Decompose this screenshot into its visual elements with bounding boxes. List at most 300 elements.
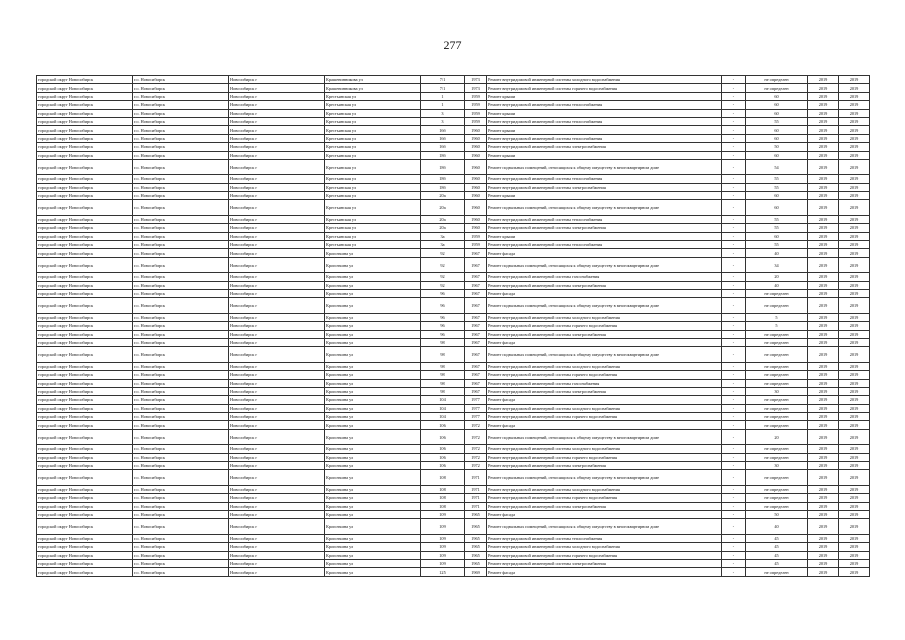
build-year-cell: 1965 bbox=[465, 543, 487, 551]
work-type-cell: Ремонт подвальных помещений, относящихся к общему имуществу в многоквартирном доме bbox=[487, 159, 722, 174]
street-cell: Крестьянская ул bbox=[325, 92, 421, 100]
district-cell: городской округ Новосибирск bbox=[37, 462, 133, 470]
start-year-cell: 2019 bbox=[808, 559, 839, 567]
street-cell: Кропоткина ул bbox=[325, 396, 421, 404]
street-cell: Крестьянская ул bbox=[325, 151, 421, 159]
municipality-cell: г.о. Новосибирск bbox=[133, 151, 229, 159]
district-cell: городской округ Новосибирск bbox=[37, 101, 133, 109]
municipality-cell: г.о. Новосибирск bbox=[133, 109, 229, 117]
wear-percent-cell: не определен bbox=[746, 485, 808, 493]
start-year-cell: 2019 bbox=[808, 273, 839, 281]
start-year-cell: 2019 bbox=[808, 379, 839, 387]
build-year-cell: 1967 bbox=[465, 249, 487, 257]
flag-cell: - bbox=[722, 200, 746, 215]
municipality-cell: г.о. Новосибирск bbox=[133, 322, 229, 330]
street-cell: Кропоткина ул bbox=[325, 559, 421, 567]
build-year-cell: 1960 bbox=[465, 175, 487, 183]
district-cell: городской округ Новосибирск bbox=[37, 84, 133, 92]
work-type-cell: Ремонт внутридомовой инженерной системы холодного водоснабжения bbox=[487, 76, 722, 84]
end-year-cell: 2019 bbox=[839, 494, 870, 502]
municipality-cell: г.о. Новосибирск bbox=[133, 289, 229, 297]
house-number-cell: 18б bbox=[421, 159, 465, 174]
build-year-cell: 1967 bbox=[465, 273, 487, 281]
municipality-cell: г.о. Новосибирск bbox=[133, 502, 229, 510]
house-number-cell: 16б bbox=[421, 143, 465, 151]
street-cell: Крестьянская ул bbox=[325, 134, 421, 142]
table-row bbox=[37, 200, 870, 215]
start-year-cell: 2019 bbox=[808, 298, 839, 313]
wear-percent-cell: не определен bbox=[746, 379, 808, 387]
municipality-cell: г.о. Новосибирск bbox=[133, 485, 229, 493]
district-cell: городской округ Новосибирск bbox=[37, 151, 133, 159]
work-type-cell: Ремонт внутридомовой инженерной системы теплоснабжения bbox=[487, 215, 722, 223]
wear-percent-cell: не определен bbox=[746, 404, 808, 412]
work-type-cell: Ремонт подвальных помещений, относящихся к общему имуществу в многоквартирном доме bbox=[487, 519, 722, 534]
district-cell: городской округ Новосибирск bbox=[37, 192, 133, 200]
house-number-cell: 7/1 bbox=[421, 84, 465, 92]
page-number: 277 bbox=[443, 38, 462, 52]
wear-percent-cell: не определен bbox=[746, 371, 808, 379]
build-year-cell: 1972 bbox=[465, 429, 487, 444]
municipality-cell: г.о. Новосибирск bbox=[133, 224, 229, 232]
flag-cell: - bbox=[722, 519, 746, 534]
wear-percent-cell: не определен bbox=[746, 76, 808, 84]
flag-cell: - bbox=[722, 192, 746, 200]
build-year-cell: 1960 bbox=[465, 224, 487, 232]
wear-percent-cell: не определен bbox=[746, 396, 808, 404]
wear-percent-cell: не определен bbox=[746, 453, 808, 461]
build-year-cell: 1971 bbox=[465, 470, 487, 485]
street-cell: Кропоткина ул bbox=[325, 404, 421, 412]
flag-cell: - bbox=[722, 551, 746, 559]
table-row bbox=[37, 453, 870, 461]
end-year-cell: 2019 bbox=[839, 241, 870, 249]
table-row bbox=[37, 322, 870, 330]
work-type-cell: Ремонт фасада bbox=[487, 396, 722, 404]
table-row bbox=[37, 379, 870, 387]
work-type-cell: Ремонт фасада bbox=[487, 249, 722, 257]
end-year-cell: 2019 bbox=[839, 502, 870, 510]
wear-percent-cell: не определен bbox=[746, 421, 808, 429]
flag-cell: - bbox=[722, 470, 746, 485]
start-year-cell: 2019 bbox=[808, 568, 839, 576]
house-number-cell: 106 bbox=[421, 445, 465, 453]
work-type-cell: Ремонт внутридомовой инженерной системы горячего водоснабжения bbox=[487, 494, 722, 502]
start-year-cell: 2019 bbox=[808, 371, 839, 379]
district-cell: городской округ Новосибирск bbox=[37, 485, 133, 493]
start-year-cell: 2019 bbox=[808, 313, 839, 321]
build-year-cell: 1967 bbox=[465, 387, 487, 395]
end-year-cell: 2019 bbox=[839, 445, 870, 453]
settlement-cell: Новосибирск г bbox=[229, 413, 325, 421]
street-cell: Кропоткина ул bbox=[325, 387, 421, 395]
flag-cell: - bbox=[722, 298, 746, 313]
street-cell: Кропоткина ул bbox=[325, 470, 421, 485]
table-row bbox=[37, 510, 870, 518]
end-year-cell: 2019 bbox=[839, 347, 870, 362]
settlement-cell: Новосибирск г bbox=[229, 117, 325, 125]
end-year-cell: 2019 bbox=[839, 470, 870, 485]
flag-cell: - bbox=[722, 429, 746, 444]
settlement-cell: Новосибирск г bbox=[229, 502, 325, 510]
settlement-cell: Новосибирск г bbox=[229, 241, 325, 249]
street-cell: Кропоткина ул bbox=[325, 379, 421, 387]
street-cell: Кропоткина ул bbox=[325, 568, 421, 576]
table-row bbox=[37, 175, 870, 183]
table-row bbox=[37, 84, 870, 92]
flag-cell: - bbox=[722, 396, 746, 404]
start-year-cell: 2019 bbox=[808, 134, 839, 142]
flag-cell: - bbox=[722, 387, 746, 395]
build-year-cell: 1959 bbox=[465, 101, 487, 109]
end-year-cell: 2019 bbox=[839, 298, 870, 313]
start-year-cell: 2019 bbox=[808, 241, 839, 249]
end-year-cell: 2019 bbox=[839, 534, 870, 542]
wear-percent-cell: 55 bbox=[746, 117, 808, 125]
house-number-cell: 3 bbox=[421, 117, 465, 125]
street-cell: Кропоткина ул bbox=[325, 534, 421, 542]
municipality-cell: г.о. Новосибирск bbox=[133, 362, 229, 370]
flag-cell: - bbox=[722, 215, 746, 223]
municipality-cell: г.о. Новосибирск bbox=[133, 330, 229, 338]
district-cell: городской округ Новосибирск bbox=[37, 453, 133, 461]
municipality-cell: г.о. Новосибирск bbox=[133, 84, 229, 92]
house-number-cell: 108 bbox=[421, 470, 465, 485]
flag-cell: - bbox=[722, 101, 746, 109]
district-cell: городской округ Новосибирск bbox=[37, 387, 133, 395]
street-cell: Кропоткина ул bbox=[325, 322, 421, 330]
district-cell: городской округ Новосибирск bbox=[37, 273, 133, 281]
work-type-cell: Ремонт фасада bbox=[487, 510, 722, 518]
wear-percent-cell: 50 bbox=[746, 143, 808, 151]
build-year-cell: 1959 bbox=[465, 92, 487, 100]
municipality-cell: г.о. Новосибирск bbox=[133, 76, 229, 84]
work-type-cell: Ремонт внутридомовой инженерной системы горячего водоснабжения bbox=[487, 371, 722, 379]
flag-cell: - bbox=[722, 92, 746, 100]
wear-percent-cell: 60 bbox=[746, 192, 808, 200]
work-type-cell: Ремонт внутридомовой инженерной системы электроснабжения bbox=[487, 462, 722, 470]
street-cell: Кропоткина ул bbox=[325, 338, 421, 346]
house-number-cell: 1 bbox=[421, 92, 465, 100]
build-year-cell: 1965 bbox=[465, 519, 487, 534]
wear-percent-cell: 60 bbox=[746, 126, 808, 134]
wear-percent-cell: 55 bbox=[746, 175, 808, 183]
table-row bbox=[37, 387, 870, 395]
work-type-cell: Ремонт подвальных помещений, относящихся к общему имуществу в многоквартирном доме bbox=[487, 347, 722, 362]
settlement-cell: Новосибирск г bbox=[229, 462, 325, 470]
start-year-cell: 2019 bbox=[808, 192, 839, 200]
flag-cell: - bbox=[722, 559, 746, 567]
house-number-cell: 104 bbox=[421, 396, 465, 404]
settlement-cell: Новосибирск г bbox=[229, 175, 325, 183]
table-row bbox=[37, 151, 870, 159]
district-cell: городской округ Новосибирск bbox=[37, 224, 133, 232]
street-cell: Крестьянская ул bbox=[325, 224, 421, 232]
wear-percent-cell: 50 bbox=[746, 510, 808, 518]
work-type-cell: Ремонт внутридомовой инженерной системы электроснабжения bbox=[487, 183, 722, 191]
start-year-cell: 2019 bbox=[808, 543, 839, 551]
build-year-cell: 1965 bbox=[465, 534, 487, 542]
end-year-cell: 2019 bbox=[839, 462, 870, 470]
work-type-cell: Ремонт внутридомовой инженерной системы электроснабжения bbox=[487, 330, 722, 338]
table-row bbox=[37, 371, 870, 379]
wear-percent-cell: 30 bbox=[746, 462, 808, 470]
end-year-cell: 2019 bbox=[839, 143, 870, 151]
settlement-cell: Новосибирск г bbox=[229, 273, 325, 281]
end-year-cell: 2019 bbox=[839, 273, 870, 281]
build-year-cell: 1972 bbox=[465, 453, 487, 461]
house-number-cell: 106 bbox=[421, 462, 465, 470]
end-year-cell: 2019 bbox=[839, 76, 870, 84]
table-row bbox=[37, 192, 870, 200]
flag-cell: - bbox=[722, 453, 746, 461]
street-cell: Кропоткина ул bbox=[325, 347, 421, 362]
table-row bbox=[37, 101, 870, 109]
district-cell: городской округ Новосибирск bbox=[37, 347, 133, 362]
street-cell: Крестьянская ул bbox=[325, 200, 421, 215]
wear-percent-cell: 54 bbox=[746, 159, 808, 174]
wear-percent-cell: 5 bbox=[746, 313, 808, 321]
district-cell: городской округ Новосибирск bbox=[37, 429, 133, 444]
table-row bbox=[37, 519, 870, 534]
wear-percent-cell: не определен bbox=[746, 494, 808, 502]
end-year-cell: 2019 bbox=[839, 551, 870, 559]
build-year-cell: 1973 bbox=[465, 84, 487, 92]
work-type-cell: Ремонт внутридомовой инженерной системы электроснабжения bbox=[487, 559, 722, 567]
street-cell: Крестьянская ул bbox=[325, 192, 421, 200]
municipality-cell: г.о. Новосибирск bbox=[133, 462, 229, 470]
flag-cell: - bbox=[722, 249, 746, 257]
work-type-cell: Ремонт внутридомовой инженерной системы холодного водоснабжения bbox=[487, 543, 722, 551]
district-cell: городской округ Новосибирск bbox=[37, 109, 133, 117]
table-row bbox=[37, 273, 870, 281]
start-year-cell: 2019 bbox=[808, 347, 839, 362]
table-row bbox=[37, 568, 870, 576]
municipality-cell: г.о. Новосибирск bbox=[133, 281, 229, 289]
end-year-cell: 2019 bbox=[839, 387, 870, 395]
wear-percent-cell: 45 bbox=[746, 551, 808, 559]
table-row bbox=[37, 257, 870, 272]
house-number-cell: 18б bbox=[421, 175, 465, 183]
district-cell: городской округ Новосибирск bbox=[37, 568, 133, 576]
start-year-cell: 2019 bbox=[808, 151, 839, 159]
street-cell: Кропоткина ул bbox=[325, 257, 421, 272]
district-cell: городской округ Новосибирск bbox=[37, 371, 133, 379]
table-row bbox=[37, 92, 870, 100]
work-type-cell: Ремонт внутридомовой инженерной системы горячего водоснабжения bbox=[487, 551, 722, 559]
settlement-cell: Новосибирск г bbox=[229, 551, 325, 559]
build-year-cell: 1972 bbox=[465, 462, 487, 470]
street-cell: Кропоткина ул bbox=[325, 551, 421, 559]
end-year-cell: 2019 bbox=[839, 192, 870, 200]
wear-percent-cell: 40 bbox=[746, 519, 808, 534]
district-cell: городской округ Новосибирск bbox=[37, 117, 133, 125]
settlement-cell: Новосибирск г bbox=[229, 249, 325, 257]
repair-registry-table bbox=[36, 75, 870, 577]
settlement-cell: Новосибирск г bbox=[229, 92, 325, 100]
house-number-cell: 98 bbox=[421, 362, 465, 370]
wear-percent-cell: 40 bbox=[746, 249, 808, 257]
wear-percent-cell: не определен bbox=[746, 84, 808, 92]
house-number-cell: 96 bbox=[421, 289, 465, 297]
municipality-cell: г.о. Новосибирск bbox=[133, 445, 229, 453]
work-type-cell: Ремонт внутридомовой инженерной системы газоснабжения bbox=[487, 273, 722, 281]
municipality-cell: г.о. Новосибирск bbox=[133, 159, 229, 174]
end-year-cell: 2019 bbox=[839, 568, 870, 576]
build-year-cell: 1965 bbox=[465, 510, 487, 518]
table-row bbox=[37, 485, 870, 493]
build-year-cell: 1965 bbox=[465, 559, 487, 567]
end-year-cell: 2019 bbox=[839, 175, 870, 183]
street-cell: Кропоткина ул bbox=[325, 445, 421, 453]
municipality-cell: г.о. Новосибирск bbox=[133, 143, 229, 151]
settlement-cell: Новосибирск г bbox=[229, 313, 325, 321]
municipality-cell: г.о. Новосибирск bbox=[133, 551, 229, 559]
district-cell: городской округ Новосибирск bbox=[37, 494, 133, 502]
end-year-cell: 2019 bbox=[839, 313, 870, 321]
street-cell: Крестьянская ул bbox=[325, 101, 421, 109]
build-year-cell: 1967 bbox=[465, 371, 487, 379]
house-number-cell: 98 bbox=[421, 338, 465, 346]
flag-cell: - bbox=[722, 151, 746, 159]
settlement-cell: Новосибирск г bbox=[229, 281, 325, 289]
settlement-cell: Новосибирск г bbox=[229, 109, 325, 117]
house-number-cell: 92 bbox=[421, 249, 465, 257]
house-number-cell: 3а bbox=[421, 232, 465, 240]
end-year-cell: 2019 bbox=[839, 485, 870, 493]
street-cell: Кропоткина ул bbox=[325, 429, 421, 444]
flag-cell: - bbox=[722, 534, 746, 542]
end-year-cell: 2019 bbox=[839, 224, 870, 232]
build-year-cell: 1973 bbox=[465, 76, 487, 84]
house-number-cell: 20а bbox=[421, 224, 465, 232]
build-year-cell: 1977 bbox=[465, 396, 487, 404]
house-number-cell: 104 bbox=[421, 404, 465, 412]
district-cell: городской округ Новосибирск bbox=[37, 445, 133, 453]
settlement-cell: Новосибирск г bbox=[229, 76, 325, 84]
flag-cell: - bbox=[722, 224, 746, 232]
end-year-cell: 2019 bbox=[839, 429, 870, 444]
district-cell: городской округ Новосибирск bbox=[37, 322, 133, 330]
house-number-cell: 96 bbox=[421, 313, 465, 321]
house-number-cell: 98 bbox=[421, 347, 465, 362]
wear-percent-cell: 60 bbox=[746, 109, 808, 117]
work-type-cell: Ремонт подвальных помещений, относящихся к общему имуществу в многоквартирном доме bbox=[487, 257, 722, 272]
start-year-cell: 2019 bbox=[808, 159, 839, 174]
street-cell: Кропоткина ул bbox=[325, 494, 421, 502]
street-cell: Крестьянская ул bbox=[325, 143, 421, 151]
build-year-cell: 1967 bbox=[465, 330, 487, 338]
table-row bbox=[37, 551, 870, 559]
street-cell: Крестьянская ул bbox=[325, 109, 421, 117]
municipality-cell: г.о. Новосибирск bbox=[133, 101, 229, 109]
work-type-cell: Ремонт фасада bbox=[487, 421, 722, 429]
street-cell: Кропоткина ул bbox=[325, 298, 421, 313]
flag-cell: - bbox=[722, 117, 746, 125]
wear-percent-cell: не определен bbox=[746, 568, 808, 576]
house-number-cell: 109 bbox=[421, 543, 465, 551]
build-year-cell: 1960 bbox=[465, 134, 487, 142]
flag-cell: - bbox=[722, 232, 746, 240]
table-row bbox=[37, 413, 870, 421]
settlement-cell: Новосибирск г bbox=[229, 330, 325, 338]
start-year-cell: 2019 bbox=[808, 322, 839, 330]
table-row bbox=[37, 249, 870, 257]
flag-cell: - bbox=[722, 485, 746, 493]
municipality-cell: г.о. Новосибирск bbox=[133, 241, 229, 249]
table-row bbox=[37, 109, 870, 117]
wear-percent-cell: 60 bbox=[746, 134, 808, 142]
build-year-cell: 1965 bbox=[465, 551, 487, 559]
house-number-cell: 109 bbox=[421, 551, 465, 559]
flag-cell: - bbox=[722, 273, 746, 281]
wear-percent-cell: не определен bbox=[746, 289, 808, 297]
table-row bbox=[37, 559, 870, 567]
street-cell: Кропоткина ул bbox=[325, 453, 421, 461]
settlement-cell: Новосибирск г bbox=[229, 387, 325, 395]
work-type-cell: Ремонт внутридомовой инженерной системы электроснабжения bbox=[487, 224, 722, 232]
table-row bbox=[37, 362, 870, 370]
work-type-cell: Ремонт внутридомовой инженерной системы теплоснабжения bbox=[487, 534, 722, 542]
house-number-cell: 3а bbox=[421, 241, 465, 249]
build-year-cell: 1967 bbox=[465, 338, 487, 346]
start-year-cell: 2019 bbox=[808, 330, 839, 338]
municipality-cell: г.о. Новосибирск bbox=[133, 232, 229, 240]
table-row bbox=[37, 534, 870, 542]
district-cell: городской округ Новосибирск bbox=[37, 379, 133, 387]
flag-cell: - bbox=[722, 462, 746, 470]
end-year-cell: 2019 bbox=[839, 101, 870, 109]
district-cell: городской округ Новосибирск bbox=[37, 134, 133, 142]
municipality-cell: г.о. Новосибирск bbox=[133, 347, 229, 362]
street-cell: Крестьянская ул bbox=[325, 232, 421, 240]
municipality-cell: г.о. Новосибирск bbox=[133, 379, 229, 387]
end-year-cell: 2019 bbox=[839, 109, 870, 117]
settlement-cell: Новосибирск г bbox=[229, 347, 325, 362]
municipality-cell: г.о. Новосибирск bbox=[133, 92, 229, 100]
house-number-cell: 16б bbox=[421, 126, 465, 134]
house-number-cell: 20а bbox=[421, 192, 465, 200]
wear-percent-cell: 60 bbox=[746, 200, 808, 215]
house-number-cell: 16б bbox=[421, 134, 465, 142]
start-year-cell: 2019 bbox=[808, 289, 839, 297]
end-year-cell: 2019 bbox=[839, 330, 870, 338]
house-number-cell: 109 bbox=[421, 510, 465, 518]
flag-cell: - bbox=[722, 183, 746, 191]
build-year-cell: 1971 bbox=[465, 494, 487, 502]
house-number-cell: 106 bbox=[421, 453, 465, 461]
settlement-cell: Новосибирск г bbox=[229, 362, 325, 370]
build-year-cell: 1960 bbox=[465, 192, 487, 200]
end-year-cell: 2019 bbox=[839, 362, 870, 370]
municipality-cell: г.о. Новосибирск bbox=[133, 510, 229, 518]
work-type-cell: Ремонт крыши bbox=[487, 109, 722, 117]
flag-cell: - bbox=[722, 371, 746, 379]
district-cell: городской округ Новосибирск bbox=[37, 404, 133, 412]
start-year-cell: 2019 bbox=[808, 143, 839, 151]
settlement-cell: Новосибирск г bbox=[229, 559, 325, 567]
work-type-cell: Ремонт подвальных помещений, относящихся к общему имуществу в многоквартирном доме bbox=[487, 298, 722, 313]
work-type-cell: Ремонт внутридомовой инженерной системы электроснабжения bbox=[487, 387, 722, 395]
district-cell: городской округ Новосибирск bbox=[37, 470, 133, 485]
house-number-cell: 106 bbox=[421, 421, 465, 429]
table-row bbox=[37, 117, 870, 125]
flag-cell: - bbox=[722, 76, 746, 84]
start-year-cell: 2019 bbox=[808, 534, 839, 542]
work-type-cell: Ремонт крыши bbox=[487, 151, 722, 159]
flag-cell: - bbox=[722, 347, 746, 362]
street-cell: Крестьянская ул bbox=[325, 159, 421, 174]
